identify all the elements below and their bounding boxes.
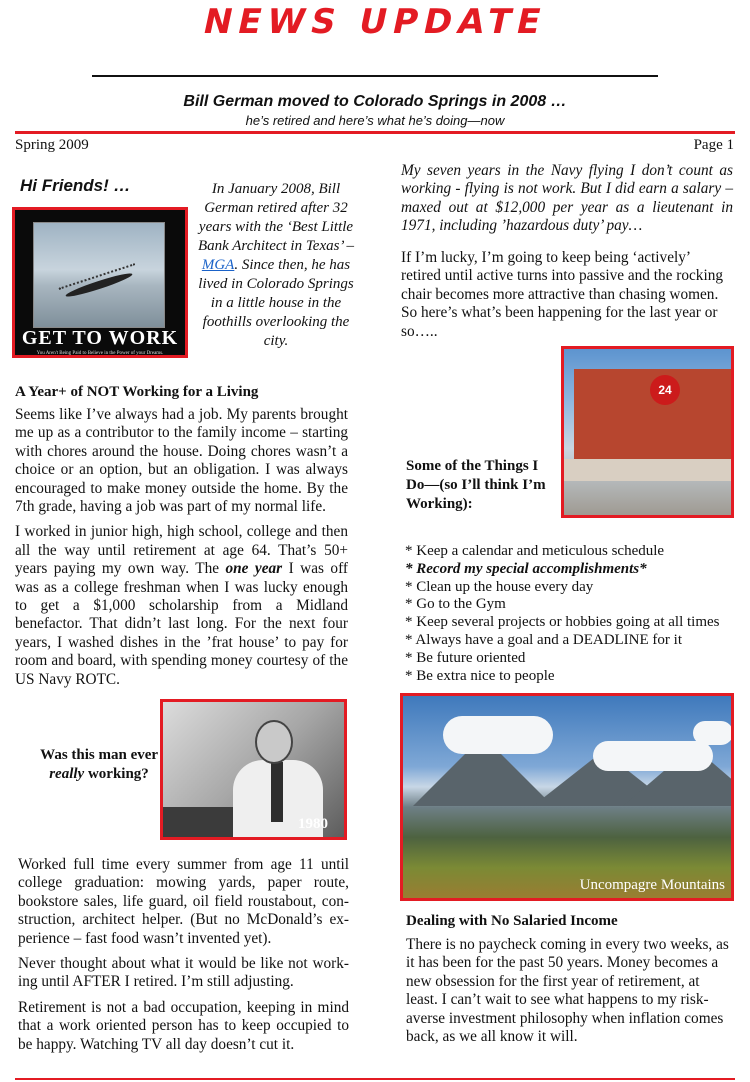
paragraph-retirement-occupation: Retirement is not a bad occupation, keeping in mind that a work oriented person has to keep occupied to be happy. Watching TV all day doesn’t cut it. <box>18 998 349 1053</box>
mountain-caption: Uncompagre Mountains <box>579 877 725 893</box>
gym-photo <box>561 346 734 518</box>
header-rule <box>15 131 735 134</box>
gym-storefront <box>564 459 731 481</box>
bill-1980-photo <box>160 699 347 840</box>
intro-blurb <box>196 180 356 351</box>
income-paragraph: There is no paycheck coming in every two weeks, as it has been for the past 50 years. Money becomes a new obsession for the first year of retirement, at least. I can’t wait to see what happens to my risk-averse investment philosophy when inflation comes back, as we all know it will. <box>406 936 729 1046</box>
paragraph-text: I worked in junior high, high school, college and then all the way until retirement at age 64. That’s 50+ years paying my own way. The <box>15 523 348 578</box>
income-heading: Dealing with No Salaried Income <box>406 913 618 929</box>
emphasis-text: one year <box>225 560 283 578</box>
gym-sign: 24 <box>650 375 680 405</box>
question-emphasis: really <box>49 766 85 782</box>
things-i-do-heading: Some of the Things I Do—(so I’ll think I’m Working): <box>406 458 546 512</box>
footer-rule <box>15 1078 735 1080</box>
list-item: * Keep a calendar and meticulous schedule <box>405 543 665 559</box>
page-number: Page 1 <box>693 137 734 153</box>
cloud <box>693 721 733 745</box>
poster-caption: You Aren't Being Paid to Believe in the Power of your Dreams. <box>36 351 164 356</box>
cloud <box>593 741 713 771</box>
tie-graphic <box>271 762 283 822</box>
intro-text-end: . Since then, he has lived in Colorado Springs in a little house in the foothills overlooking the city. <box>198 257 354 349</box>
lucky-paragraph: If I’m lucky, I’m going to keep being ‘actively’ retired until active turns into passive and the rocking chair becomes more attractive than chasing women. So here’s what’s been happening for the last year or so….. <box>401 249 723 340</box>
paragraph-summer-jobs: Worked full time every summer from age 11 until college graduation: mowing yards, paper route, bookstore sales, life guard, oil field roustabout, con-struction, architect helper. (But no McDonald’s ex-perience – fast food wasn’t invented yet). <box>18 856 349 947</box>
list-item: * Always have a goal and a DEADLINE for it <box>405 631 683 648</box>
paragraph-work-years <box>15 523 348 689</box>
left-column-body <box>15 406 348 696</box>
cloud <box>443 716 553 754</box>
get-to-work-poster <box>12 207 188 358</box>
activities-list <box>405 543 735 685</box>
photo-question <box>40 746 158 784</box>
paragraph-job-history: Seems like I’ve always had a job. My parents brought me up as a contributor to the family income – starting with chores around the house. Doing chores wasn’t a choice or an option, but an obligation. I was always encouraged to make money outside the home. By the 7th grade, having a job was part of my normal life. <box>15 406 348 516</box>
list-item: * Be extra nice to people <box>405 667 555 684</box>
poster-title: GET TO WORK <box>21 327 179 349</box>
edition-label: Spring 2009 <box>15 137 89 153</box>
masthead-divider <box>92 75 658 77</box>
rowing-photo <box>33 222 165 328</box>
photo-year-label: 1980 <box>298 816 328 832</box>
paragraph-adjusting: Never thought about what it would be like not work-ing until AFTER I retired. I’m still adjusting. <box>18 955 349 991</box>
list-item: * Go to the Gym <box>405 596 506 613</box>
mga-link[interactable]: MGA <box>201 257 235 273</box>
left-column-body-lower <box>18 856 349 1061</box>
headline: Bill German moved to Colorado Springs in 2008 … <box>183 93 567 110</box>
list-item: * Clean up the house every day <box>405 578 594 595</box>
question-text: working? <box>84 766 149 782</box>
list-item: * Keep several projects or hobbies going at all times <box>405 614 720 631</box>
list-item: * Record my special accomplishments* <box>405 560 647 577</box>
intro-text-start: In January 2008, Bill German retired after 32 years with the ‘Best Little Bank Architect in Texas’ – <box>197 181 355 254</box>
section-heading-not-working: A Year+ of NOT Working for a Living <box>15 384 259 400</box>
mountain-photo <box>400 693 734 901</box>
desk-graphic <box>163 807 243 840</box>
greeting: Hi Friends! … <box>20 176 131 195</box>
man-head <box>255 720 293 764</box>
masthead-title: NEWS UPDATE <box>199 2 551 42</box>
subheadline: he’s retired and here’s what he’s doing—now <box>245 113 505 128</box>
navy-paragraph: My seven years in the Navy flying I don’t count as working - flying is not work. But I did earn a salary – maxed out at $12,000 per year as a lieutenant in 1971, including ’hazardous duty’ pay… <box>401 162 733 235</box>
paragraph-text: I was off was as a college freshman when I was lucky enough to get a $1,000 scholarship from a Midland benefactor. That didn’t last long. For the next four years, I washed dishes in the ’frat house’ to pay for room and board, with spending money courtesy of the US Navy ROTC. <box>15 560 348 688</box>
question-text: Was this man ever <box>40 747 158 763</box>
list-item: * Be future oriented <box>405 649 526 666</box>
